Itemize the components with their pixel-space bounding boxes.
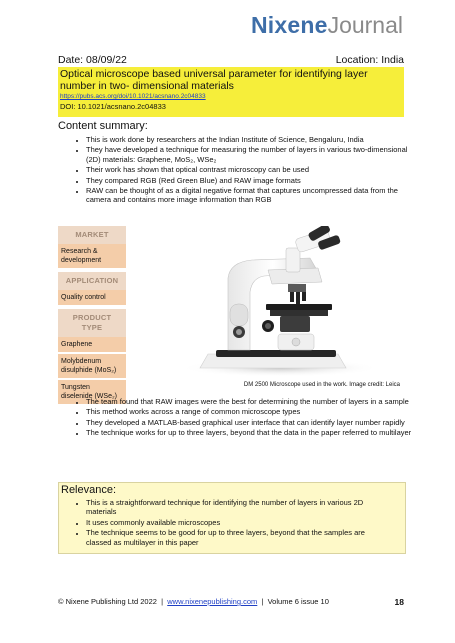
summary-heading: Content summary: xyxy=(58,120,148,132)
product-item: Tungsten diselenide (WSe₂) xyxy=(58,380,126,404)
article-title-box xyxy=(58,67,404,117)
footer-separator: | xyxy=(161,597,164,606)
summary-bullet: • Their work has shown that optical contrast microscopy can be used xyxy=(86,165,416,174)
application-item: Quality control xyxy=(58,290,126,305)
relevance-list xyxy=(59,497,405,547)
article-link[interactable]: https://pubs.acs.org/doi/10.1021/acsnano.2c04833 xyxy=(60,93,206,100)
header-row xyxy=(58,55,404,66)
relevance-heading: Relevance: xyxy=(61,484,117,496)
article-doi: DOI: 10.1021/acsnano.2c04833 xyxy=(60,102,166,111)
product-item: Molybdenum disulphide (MoS₂) xyxy=(58,354,126,378)
product-item: Graphene xyxy=(58,337,126,352)
product-type-heading: PRODUCT TYPE xyxy=(58,309,126,337)
findings-bullet: • This method works across a range of common microscope types xyxy=(86,407,416,416)
page-footer xyxy=(58,597,404,607)
findings-bullet: • The team found that RAW images were the best for determining the number of layers in a sample xyxy=(86,397,416,406)
relevance-bullet: • This is a straightforward technique for identifying the number of layers in various 2D materials xyxy=(86,498,385,517)
article-title: Optical microscope based universal parameter for identifying layer number in two- dimensional materials xyxy=(60,68,368,92)
logo-journal: Journal xyxy=(327,12,403,38)
summary-bullet: • They compared RGB (Red Green Blue) and RAW image formats xyxy=(86,176,416,185)
relevance-box xyxy=(58,482,406,554)
relevance-bullet: • The technique seems to be good for up to three layers, beyond that the samples are classed as multilayer in this paper xyxy=(86,528,385,547)
relevance-bullet: • It uses commonly available microscopes xyxy=(86,518,385,527)
summary-bullet: • RAW can be thought of as a digital negative format that captures uncompressed data from the camera and contains more image information than RGB xyxy=(86,186,416,205)
footer-volume: Volume 6 issue 10 xyxy=(267,597,329,606)
footer-separator: | xyxy=(261,597,264,606)
logo-nixene: Nixene xyxy=(250,12,328,38)
summary-list xyxy=(66,135,416,206)
figure-caption: DM 2500 Microscope used in the work. Image credit: Leica xyxy=(243,382,400,388)
findings-list xyxy=(66,397,416,439)
article-date: Date: 08/09/22 xyxy=(58,54,127,66)
article-location: Location: India xyxy=(335,54,404,66)
footer-website-link[interactable]: www.nixenepublishing.com xyxy=(167,597,258,606)
market-item: Research & development xyxy=(58,244,126,268)
summary-bullet: • This is work done by researchers at the Indian Institute of Science, Bengaluru, India xyxy=(86,135,416,144)
microscope-photo xyxy=(168,226,392,378)
footer-copyright: © Nixene Publishing Ltd 2022 xyxy=(58,597,157,606)
market-heading: MARKET xyxy=(58,226,126,244)
application-heading: APPLICATION xyxy=(58,272,126,290)
summary-bullet: • They have developed a technique for measuring the number of layers in various two-dimensional (2D) materials: Graphene, MoS₂, WSe₂ xyxy=(86,145,416,164)
nixene-journal-logo xyxy=(251,14,403,37)
findings-bullet: • They developed a MATLAB-based graphical user interface that can identify layer number rapidly xyxy=(86,418,416,427)
page-number: 18 xyxy=(394,597,404,607)
findings-bullet: • The technique works for up to three layers, beyond that the data in the paper referred to multilayer xyxy=(86,428,416,437)
tag-sidebar xyxy=(58,226,126,404)
